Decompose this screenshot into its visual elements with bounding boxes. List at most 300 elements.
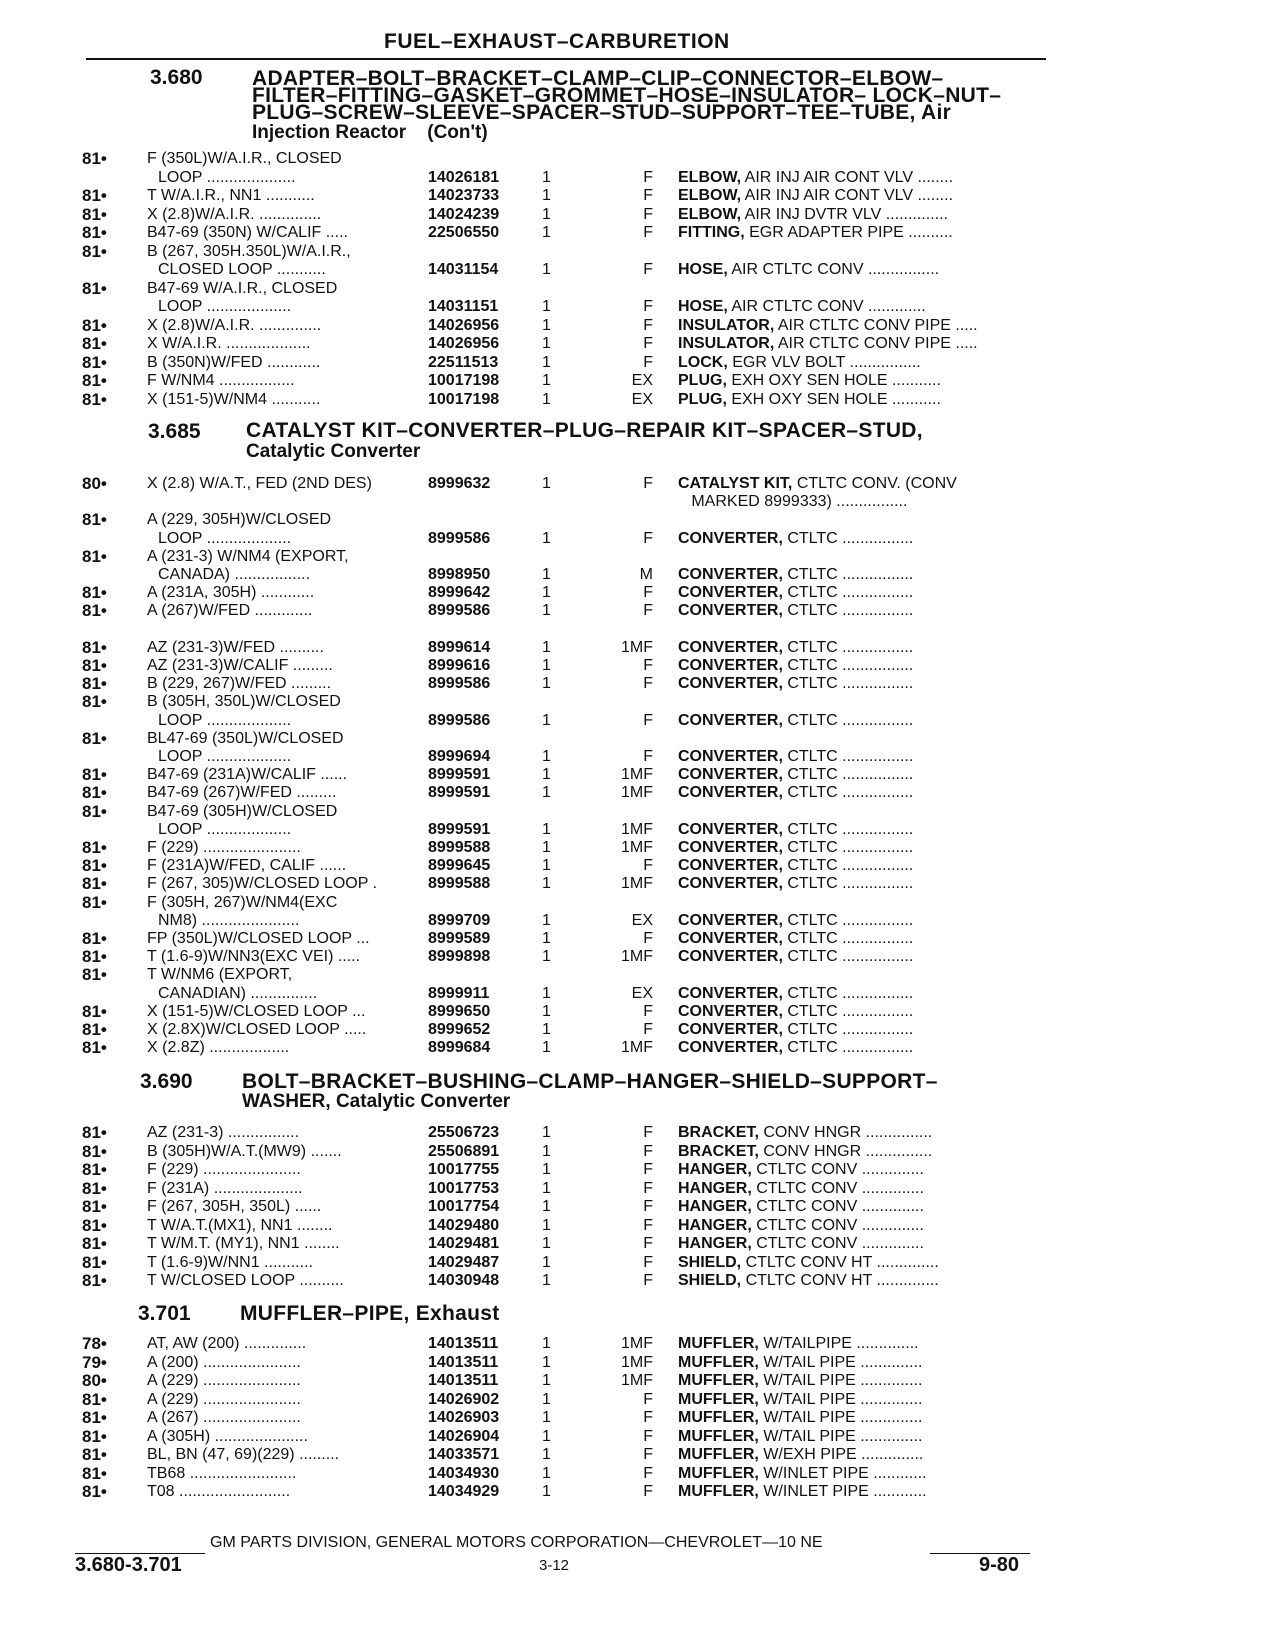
year-code: 81• [82, 1020, 107, 1039]
year-code: 81• [82, 1252, 107, 1272]
part-name: MUFFLER, [678, 1390, 759, 1408]
part-number: 8999586 [428, 602, 491, 620]
part-description [678, 948, 913, 966]
parts-row [0, 261, 1280, 281]
year-code: 81• [82, 1215, 107, 1235]
part-name: CONVERTER, [678, 930, 783, 947]
section-number: 3.685 [148, 420, 201, 443]
part-name: MUFFLER, [678, 1353, 759, 1371]
section-number: 3.701 [138, 1302, 191, 1325]
parts-row [0, 335, 1280, 355]
quantity: 1 [542, 1427, 551, 1445]
part-name: CONVERTER, [678, 948, 783, 966]
group-code: F [643, 316, 653, 334]
part-name: CONVERTER, [678, 638, 783, 656]
part-name: HANGER, [678, 1216, 752, 1234]
quantity: 1 [542, 1464, 551, 1482]
parts-row [0, 1372, 1280, 1392]
model-application: CANADA) ................. [158, 566, 311, 583]
part-description [678, 187, 953, 205]
parts-row [0, 712, 1280, 732]
parts-row [0, 1161, 1280, 1181]
part-name: BRACKET, [678, 1142, 759, 1160]
quantity: 1 [542, 766, 551, 784]
parts-row [0, 317, 1280, 337]
quantity: 1 [542, 911, 551, 929]
parts-row [0, 1198, 1280, 1218]
part-name: CONVERTER, [678, 911, 783, 929]
part-number: 14026904 [428, 1427, 500, 1445]
parts-row [0, 1272, 1280, 1292]
group-code: F [643, 711, 653, 729]
part-number: 10017198 [428, 372, 500, 389]
part-detail: CTLTC ................ [782, 875, 914, 893]
section-title-line: PLUG–SCREW–SLEEVE–SPACER–STUD–SUPPORT–TEE–TUBE, Air [252, 101, 952, 124]
quantity: 1 [542, 857, 551, 875]
part-detail: CTLTC ................ [782, 820, 914, 838]
model-application: F (229) ...................... [147, 1161, 301, 1178]
year-code: 81• [82, 656, 107, 675]
part-number: 14013511 [428, 1353, 499, 1371]
model-application: FP (350L)W/CLOSED LOOP ... [147, 930, 370, 947]
part-name: HANGER, [678, 1198, 752, 1215]
part-description [678, 748, 913, 766]
section-title-line: FILTER–FITTING–GASKET–GROMMET–HOSE–INSULATOR– LOCK–NUT– [252, 84, 1002, 107]
parts-row [0, 169, 1280, 189]
part-description [678, 857, 913, 875]
quantity: 1 [542, 930, 551, 947]
parts-row [0, 966, 1280, 986]
parts-row [0, 675, 1280, 695]
parts-row [0, 206, 1280, 226]
group-code: 1MF [621, 1039, 653, 1057]
quantity: 1 [542, 205, 551, 223]
part-description [678, 1335, 919, 1353]
part-number: 25506891 [428, 1142, 500, 1160]
model-application: AZ (231-3) ................ [147, 1124, 300, 1141]
year-code: 81• [82, 583, 107, 603]
year-code: 81• [82, 1408, 107, 1427]
part-detail: CTLTC ................ [782, 657, 914, 674]
parts-row [0, 1354, 1280, 1374]
group-code: F [643, 205, 653, 223]
quantity: 1 [542, 1409, 551, 1426]
part-detail: CTLTC ................ [782, 784, 914, 802]
part-detail: W/TAIL PIPE .............. [758, 1409, 923, 1426]
quantity: 1 [542, 1021, 551, 1038]
footer-section-range: 3.680-3.701 [75, 1554, 182, 1576]
part-description [678, 317, 978, 335]
parts-row [0, 875, 1280, 895]
model-application: CANADIAN) ............... [158, 984, 318, 1002]
group-code: F [643, 1142, 653, 1160]
part-number: 14026181 [428, 168, 500, 186]
parts-row [0, 1217, 1280, 1237]
group-code: F [643, 1253, 653, 1271]
model-application: AZ (231-3)W/CALIF ......... [147, 657, 333, 674]
part-number: 22511513 [428, 353, 499, 371]
model-application: BL47-69 (350L)W/CLOSED [147, 729, 344, 747]
part-number: 22506550 [428, 224, 500, 241]
quantity: 1 [542, 1124, 551, 1141]
group-code: F [643, 1124, 653, 1141]
model-application: A (229) ...................... [147, 1372, 301, 1389]
model-application: LOOP .................... [158, 168, 296, 186]
group-code: EX [631, 372, 653, 389]
parts-row [0, 1409, 1280, 1429]
part-number: 25506723 [428, 1124, 500, 1141]
part-detail: CTLTC ................ [782, 1002, 914, 1020]
part-name: HANGER, [678, 1161, 752, 1178]
part-number: 8999898 [428, 948, 491, 966]
year-code: 79• [82, 1352, 107, 1372]
part-name: CONVERTER, [678, 820, 783, 838]
parts-row [0, 1254, 1280, 1274]
parts-row [0, 748, 1280, 768]
quantity: 1 [542, 584, 551, 602]
quantity: 1 [542, 820, 551, 838]
part-detail: CONV HNGR ............... [758, 1124, 933, 1141]
parts-row [0, 693, 1280, 713]
group-code: 1MF [621, 948, 653, 966]
section-subtitle: Injection Reactor (Con't) [252, 122, 488, 143]
part-name: MUFFLER, [678, 1446, 759, 1463]
part-description [678, 1124, 932, 1142]
part-description [678, 602, 913, 620]
year-code: 81• [82, 315, 107, 335]
part-number: 8999588 [428, 875, 491, 893]
part-detail: CTLTC ................ [782, 566, 914, 583]
year-code: 81• [82, 1389, 107, 1409]
year-code: 81• [82, 1445, 107, 1464]
part-description [678, 675, 913, 693]
year-code: 81• [82, 965, 107, 985]
group-code: 1MF [621, 1353, 653, 1371]
part-name: MUFFLER, [678, 1483, 759, 1500]
quantity: 1 [542, 638, 551, 656]
part-name: CONVERTER, [678, 748, 783, 765]
year-code: 81• [82, 765, 107, 785]
part-description [678, 206, 948, 224]
parts-row [0, 1465, 1280, 1485]
part-number: 14029481 [428, 1235, 500, 1252]
section-number: 3.690 [140, 1070, 193, 1093]
section-title-line: MUFFLER–PIPE, Exhaust [240, 1302, 500, 1325]
part-detail: W/TAIL PIPE .............. [758, 1372, 923, 1389]
part-detail: AIR CTLTC CONV ................ [727, 261, 940, 278]
model-application: A (267) ...................... [147, 1409, 301, 1426]
parts-row [0, 1180, 1280, 1200]
quantity: 1 [542, 1002, 551, 1020]
group-code: F [643, 1464, 653, 1482]
part-detail: CTLTC CONV HT .............. [741, 1253, 939, 1271]
model-application: X (2.8X)W/CLOSED LOOP ..... [147, 1021, 367, 1038]
quantity: 1 [542, 1198, 551, 1215]
parts-row [0, 784, 1280, 804]
part-number: 8999589 [428, 930, 491, 947]
model-application: F (229) ...................... [147, 839, 301, 856]
model-application: LOOP ................... [158, 529, 292, 547]
parts-row [0, 224, 1280, 244]
model-application: B47-69 (305H)W/CLOSED [147, 802, 338, 820]
part-description [678, 1409, 922, 1427]
year-code: 81• [82, 241, 107, 261]
quantity: 1 [542, 1161, 551, 1178]
year-code: 81• [82, 278, 107, 298]
part-number: 14033571 [428, 1446, 500, 1463]
part-number: 8998950 [428, 566, 491, 583]
quantity: 1 [542, 1335, 551, 1352]
model-application: A (231A, 305H) ............ [147, 584, 315, 602]
part-name: CONVERTER, [678, 675, 783, 693]
parts-row [0, 803, 1280, 823]
section-subtitle: Catalytic Converter [246, 441, 421, 462]
year-code: 81• [82, 1482, 107, 1501]
model-application: B (305H)W/A.T.(MW9) ....... [147, 1142, 342, 1160]
part-number: 14030948 [428, 1272, 500, 1289]
part-name: INSULATOR, [678, 316, 775, 334]
part-detail: CTLTC ................ [782, 675, 914, 693]
part-number: 8999684 [428, 1039, 491, 1057]
part-number: 8999614 [428, 638, 491, 656]
part-number: 14013511 [428, 1372, 499, 1389]
part-detail: CTLTC ................ [782, 748, 914, 765]
part-description [678, 784, 913, 802]
quantity: 1 [542, 1235, 551, 1252]
part-number: 14034929 [428, 1483, 500, 1500]
group-code: F [643, 261, 653, 278]
group-code: F [643, 353, 653, 371]
part-name: INSULATOR, [678, 335, 775, 352]
part-detail: CTLTC ................ [782, 766, 914, 784]
parts-row [0, 730, 1280, 750]
group-code: F [643, 1179, 653, 1197]
part-name: CONVERTER, [678, 602, 783, 620]
group-code: F [643, 1198, 653, 1215]
quantity: 1 [542, 372, 551, 389]
model-application: B47-69 W/A.I.R., CLOSED [147, 279, 338, 297]
group-code: EX [631, 984, 653, 1002]
year-code: 81• [82, 223, 107, 242]
part-description [678, 335, 978, 353]
part-detail: CTLTC ................ [782, 911, 914, 929]
part-number: 8999616 [428, 657, 491, 674]
quantity: 1 [542, 298, 551, 315]
group-code: F [643, 1390, 653, 1408]
part-description [678, 766, 913, 784]
model-application: LOOP ................... [158, 748, 292, 765]
page-header-title: FUEL–EXHAUST–CARBURETION [384, 30, 730, 53]
footer-page-number: 3-12 [539, 1557, 570, 1574]
part-detail: CTLTC ................ [782, 529, 914, 547]
part-description [678, 1372, 922, 1390]
model-application: BL, BN (47, 69)(229) ......... [147, 1446, 340, 1463]
quantity: 1 [542, 1390, 551, 1408]
year-code: 81• [82, 334, 107, 353]
part-number: 8999586 [428, 711, 491, 729]
group-code: F [643, 1483, 653, 1500]
part-number: 14034930 [428, 1464, 500, 1482]
model-application: F (350L)W/A.I.R., CLOSED [147, 150, 342, 167]
model-application: X (2.8) W/A.T., FED (2ND DES) [147, 475, 372, 492]
parts-row [0, 150, 1280, 170]
quantity: 1 [542, 1216, 551, 1234]
parts-row [0, 584, 1280, 604]
quantity: 1 [542, 1372, 551, 1389]
part-name: HANGER, [678, 1235, 752, 1252]
group-code: 1MF [621, 784, 653, 802]
part-description [678, 1428, 922, 1446]
part-number: 14023733 [428, 187, 500, 204]
group-code: F [643, 1409, 653, 1426]
part-description [678, 712, 913, 730]
part-number: 8999591 [428, 784, 491, 802]
quantity: 1 [542, 1272, 551, 1289]
footer-date: 9-80 [979, 1554, 1020, 1576]
part-number: 14029487 [428, 1253, 500, 1271]
part-detail: CTLTC ................ [782, 930, 914, 947]
part-description [678, 1235, 924, 1253]
part-detail: W/INLET PIPE ............ [758, 1464, 927, 1482]
model-application: CLOSED LOOP ........... [158, 261, 326, 278]
part-name: BRACKET, [678, 1124, 759, 1141]
part-detail: CTLTC ................ [782, 1021, 914, 1038]
quantity: 1 [542, 1142, 551, 1160]
parts-row [0, 912, 1280, 932]
model-application: B47-69 (350N) W/CALIF ..... [147, 224, 348, 241]
group-code: F [643, 675, 653, 693]
year-code: 81• [82, 1141, 107, 1161]
part-description [678, 475, 957, 493]
model-application: T W/M.T. (MY1), NN1 ........ [147, 1235, 340, 1252]
part-number: 8999652 [428, 1021, 491, 1038]
quantity: 1 [542, 1179, 551, 1197]
part-detail: EGR VLV BOLT ................ [727, 353, 921, 371]
part-description [678, 391, 941, 409]
part-detail: CTLTC CONV. (CONV [792, 475, 957, 492]
part-description [678, 985, 913, 1003]
part-description [678, 584, 913, 602]
part-detail: W/TAIL PIPE .............. [758, 1427, 923, 1445]
quantity: 1 [542, 748, 551, 765]
part-name: MUFFLER, [678, 1335, 759, 1352]
model-application: A (200) ...................... [147, 1353, 301, 1371]
year-code: 81• [82, 1463, 107, 1483]
parts-row [0, 1335, 1280, 1355]
part-description [678, 639, 913, 657]
group-code: F [643, 748, 653, 765]
parts-row [0, 839, 1280, 859]
part-number: 8999588 [428, 839, 491, 856]
year-code: 81• [82, 601, 107, 621]
parts-row [0, 511, 1280, 531]
parts-row [0, 354, 1280, 374]
part-detail: AIR CTLTC CONV PIPE ..... [774, 335, 978, 352]
part-name: SHIELD, [678, 1272, 742, 1289]
model-application: A (305H) ..................... [147, 1427, 308, 1445]
year-code: 81• [82, 728, 107, 748]
year-code: 81• [82, 1234, 107, 1253]
part-detail: CTLTC ................ [782, 857, 914, 875]
group-code: F [643, 1216, 653, 1234]
part-detail: CTLTC CONV .............. [751, 1235, 924, 1252]
quantity: 1 [542, 224, 551, 241]
quantity: 1 [542, 390, 551, 408]
part-name: CONVERTER, [678, 657, 783, 674]
year-code: 80• [82, 474, 107, 493]
parts-row [0, 1235, 1280, 1255]
parts-row [0, 821, 1280, 841]
part-name: SHIELD, [678, 1253, 742, 1271]
part-detail: CTLTC CONV .............. [751, 1161, 924, 1178]
quantity: 1 [542, 316, 551, 334]
model-application: F (267, 305)W/CLOSED LOOP . [147, 875, 378, 893]
quantity: 1 [542, 948, 551, 966]
year-code: 81• [82, 546, 107, 566]
part-description [678, 1003, 913, 1021]
part-number: 8999591 [428, 820, 491, 838]
year-code: 80• [82, 1371, 107, 1390]
quantity: 1 [542, 602, 551, 620]
parts-row [0, 1124, 1280, 1144]
part-description [678, 912, 913, 930]
part-number: 14029480 [428, 1216, 500, 1234]
part-description [678, 298, 926, 316]
part-name: ELBOW, [678, 187, 742, 204]
part-number: 8999586 [428, 529, 491, 547]
part-name: CONVERTER, [678, 1039, 783, 1057]
year-code: 78• [82, 1334, 107, 1353]
part-detail: W/TAILPIPE .............. [758, 1335, 919, 1352]
parts-row [0, 766, 1280, 786]
part-description [678, 1198, 924, 1216]
group-code: EX [631, 911, 653, 929]
header-rule [86, 58, 1046, 60]
model-application: X (2.8)W/A.I.R. .............. [147, 205, 322, 223]
group-code: F [643, 657, 653, 674]
model-application: LOOP ................... [158, 820, 292, 838]
quantity: 1 [542, 784, 551, 802]
group-code: F [643, 529, 653, 547]
part-number: 8999642 [428, 584, 491, 602]
part-name: HOSE, [678, 261, 728, 278]
model-application: X (2.8Z) .................. [147, 1039, 290, 1057]
part-description [678, 169, 953, 187]
part-detail: EXH OXY SEN HOLE ........... [726, 372, 941, 389]
parts-row [0, 391, 1280, 411]
part-description [678, 1483, 927, 1501]
parts-row [0, 1143, 1280, 1163]
parts-row [0, 1039, 1280, 1059]
model-application: X (151-5)W/NM4 ........... [147, 390, 321, 408]
part-number: 10017754 [428, 1198, 500, 1215]
part-name: CONVERTER, [678, 584, 783, 602]
quantity: 1 [542, 1039, 551, 1057]
part-description [678, 354, 921, 372]
quantity: 1 [542, 529, 551, 547]
year-code: 81• [82, 204, 107, 224]
group-code: F [643, 857, 653, 875]
quantity: 1 [542, 839, 551, 856]
group-code: F [643, 1427, 653, 1445]
part-description [678, 1180, 924, 1198]
part-description [678, 1391, 922, 1409]
parts-row [0, 548, 1280, 568]
section-number: 3.680 [150, 66, 203, 89]
parts-row [0, 280, 1280, 300]
model-application: F W/NM4 ................. [147, 372, 295, 389]
part-detail: AIR INJ DVTR VLV .............. [741, 205, 948, 223]
